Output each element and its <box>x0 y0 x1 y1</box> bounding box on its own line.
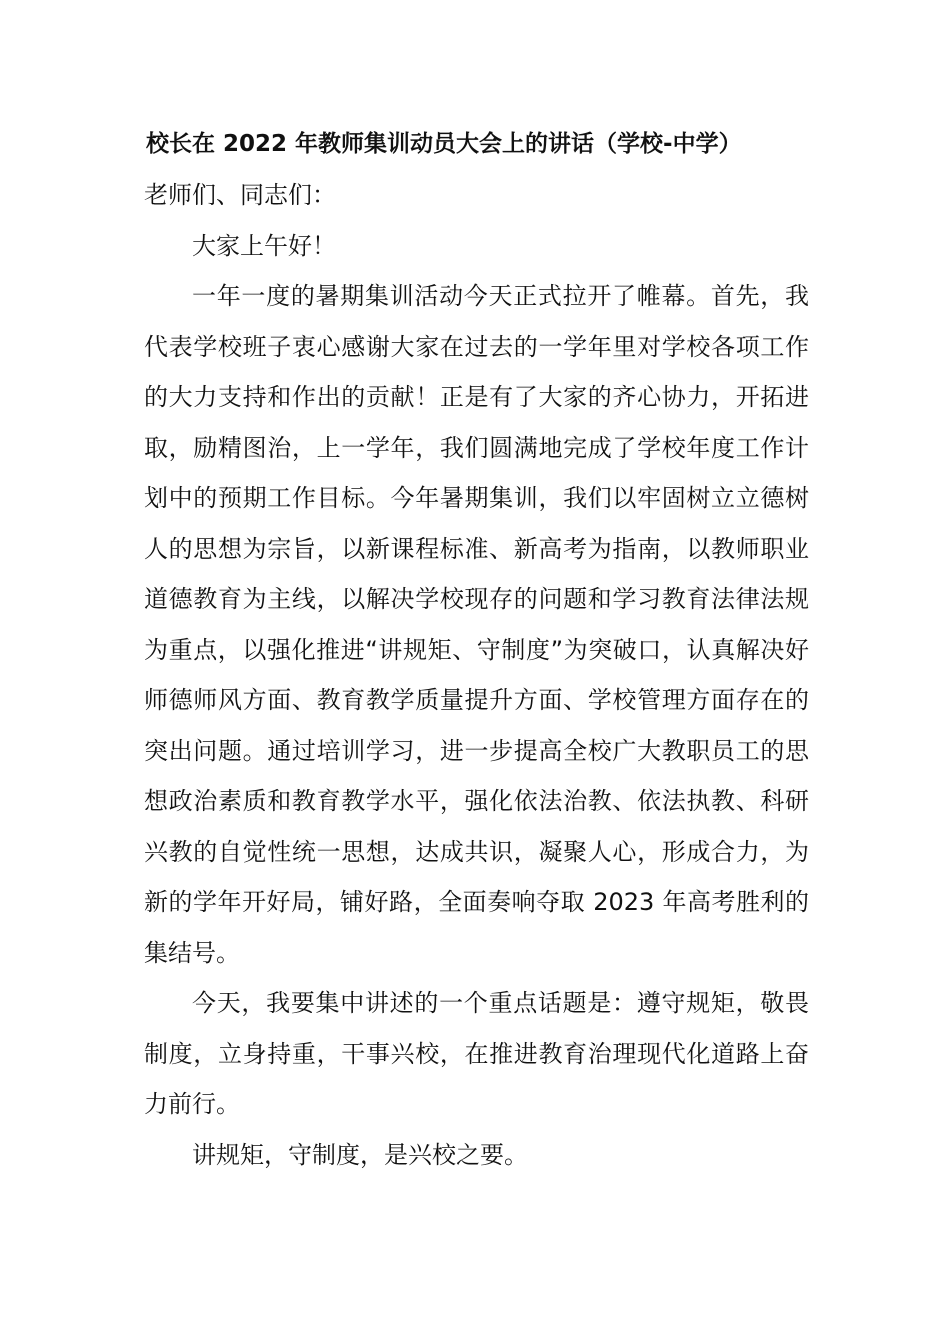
salutation: 老师们、同志们： <box>144 181 336 209</box>
document-title: 校长在 2022 年教师集训动员大会上的讲话（学校-中学） <box>146 131 742 157</box>
document-body <box>144 170 809 1180</box>
paragraph-greeting: 大家上午好！ <box>192 231 336 260</box>
paragraph-topic: 今天，我要集中讲述的一个重点话题是：遵守规矩，敬畏制度，立身持重，干事兴校，在推进教育治理现代化道路上奋力前行。 <box>144 989 809 1118</box>
paragraph-opening: 一年一度的暑期集训活动今天正式拉开了帷幕。首先，我代表学校班子衷心感谢大家在过去的一学年里对学校各项工作的大力支持和作出的贡献！正是有了大家的齐心协力，开拓进取，励精图治，上一学年，我们圆满地完成了学校年度工作计划中的预期工作目标。今年暑期集训，我们以牢固树立立德树人的思想为宗旨，以新课程标准、新高考为指南，以教师职业道德教育为主线，以解决学校现存的问题和学习教育法律法规为重点，以强化推进“讲规矩、守制度”为突破口，认真解决好师德师风方面、教育教学质量提升方面、学校管理方面存在的突出问题。通过培训学习，进一步提高全校广大教职员工的思想政治素质和教育教学水平，强化依法治教、依法执教、科研兴教的自觉性统一思想，达成共识，凝聚人心，形成合力，为新的学年开好局，铺好路，全面奏响夺取 2023 年高考胜利的集结号。 <box>144 282 809 967</box>
paragraph-section-lead: 讲规矩，守制度，是兴校之要。 <box>192 1140 528 1169</box>
